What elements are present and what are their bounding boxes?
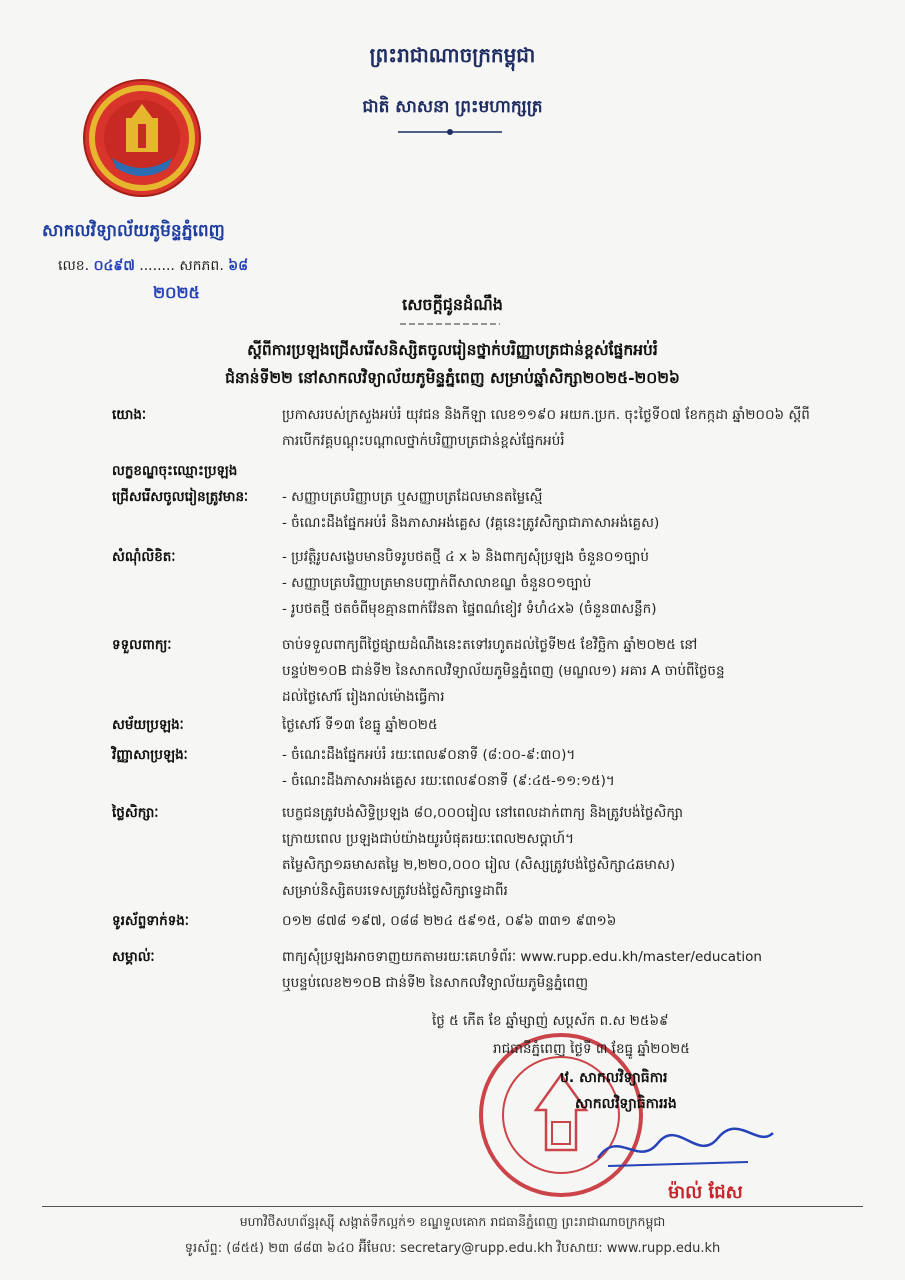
section-line: ថ្ងៃសៅរ៍ ទី១៣ ខែធ្នូ ឆ្នាំ២០២៥ [282,717,438,733]
section-label: សម័យប្រឡងៈ [112,717,184,733]
section-label: ទទួលពាក្យៈ [112,637,172,653]
ref-dots: ........ [139,258,175,274]
footer-contact: ទូរស័ព្ទ: (៨៥៥) ២៣ ៨៨៣ ៦៤០ អ៊ីមែល: secretary@rupp.edu.kh វិបសាយ: www.rupp.edu.kh [184,1241,721,1256]
subject-line-2: ជំនាន់ទី២២ នៅសាកលវិទ្យាល័យភូមិន្ទភ្នំពេញ សម្រាប់ឆ្នាំសិក្សា២០២៥-២០២៦ [225,368,680,387]
section-line: ក្រោយពេល ប្រឡងជាប់យ៉ាងយូរបំផុតរយៈពេល២សប្តាហ៍។ [282,831,574,847]
section-label: ជ្រើសរើសចូលរៀនត្រូវមានៈ [112,489,249,505]
footer-address: មហាវិថីសហព័ន្ធរុស្ស៊ី សង្កាត់ទឹកល្អក់១ ខណ្ឌទួលគោក រាជធានីភ្នំពេញ ព្រះរាជាណាចក្រកម្ពុជា [239,1214,666,1229]
section-line: - ប្រវត្តិរូបសង្ខេបមានបិទរូបថតថ្មី ៤ x ៦ និងពាក្យសុំប្រឡង ចំនួន០១ច្បាប់ [282,549,649,565]
signatory-subtitle: សាកលវិទ្យាធិការរង [575,1096,677,1112]
ref-number: ០៤៩៧ [93,258,135,274]
title-underline [400,322,500,326]
notice-title: សេចក្តីជូនដំណឹង [402,295,503,314]
section-line: - សញ្ញាបត្របរិញ្ញាបត្រមានបញ្ជាក់ពីសាលាខណ្ឌ ចំនួន០១ច្បាប់ [282,575,592,591]
section-line: - រូបថតថ្មី ថតចំពីមុខគ្មានពាក់វ៉ែនតា ផ្ទៃពណ៌ខៀវ ទំហំ៤x៦ (ចំនួន៣សន្លឹក) [282,601,657,617]
reference-number: លេខ. ០៤៩៧ ........ សកភព. ៦៨ [58,258,249,274]
section-value [282,544,832,622]
section-line: - ចំណេះដឹងផ្នែកអប់រំ និងភាសាអង់គ្លេស (វគ្គនេះត្រូវសិក្សាជាភាសាអង់គ្លេស) [282,515,660,531]
ref-suffix-number: ៦៨ [228,258,249,274]
ref-handwritten-year: ២០២៥ [153,283,200,302]
place-date-line: រាជធានីភ្នំពេញ ថ្ងៃទី ៣ ខែធ្នូ ឆ្នាំ២០២៥ [493,1041,690,1057]
section-line: បេក្ខជនត្រូវបង់សិទ្ធិប្រឡង ៨០,០០០រៀល នៅពេលដាក់ពាក្យ និងត្រូវបង់ថ្លៃសិក្សា [282,805,684,821]
section-line: - ចំណេះដឹងផ្នែកអប់រំ រយៈពេល៩០នាទី (៨:០០-៩:៣០)។ [282,747,576,763]
section-label: ថ្លៃសិក្សាៈ [112,805,159,821]
signer-name: ម៉ាល់ ជែស [668,1182,743,1203]
section-value [282,908,832,934]
section-label: សម្គាល់ៈ [112,949,155,965]
section-value [282,402,832,454]
lunar-date-line: ថ្ងៃ ៥ កើត ខែ ឆ្នាំម្សាញ់ សប្តស័ក ព.ស ២៥៦៩ [432,1013,669,1029]
section-line: ដល់ថ្ងៃសៅរ៍ រៀងរាល់ម៉ោងធ្វើការ [282,689,445,705]
footer-divider [42,1206,863,1207]
section-line: សម្រាប់និស្សិតបរទេសត្រូវបង់ថ្លៃសិក្សាទ្វេដាពីរ [282,883,508,899]
section-value [282,944,832,996]
section-label: ទូរស័ព្ទទាក់ទងៈ [112,913,189,929]
section-value [282,484,832,536]
kingdom-heading: ព្រះរាជាណាចក្រកម្ពុជា [369,43,536,67]
section-line: ពាក្យសុំប្រឡងអាចទាញយកតាមរយៈគេហទំព័រៈ www.rupp.edu.kh/master/education [282,949,762,965]
signatory-title: ឋ. សាកលវិទ្យាធិការ [560,1070,668,1086]
section-line: - សញ្ញាបត្របរិញ្ញាបត្រ ឬសញ្ញាបត្រដែលមានតម្លៃស្មើ [282,489,543,505]
university-name: សាកលវិទ្យាល័យភូមិន្ទភ្នំពេញ [42,221,225,241]
section-line: ប្រកាសរបស់ក្រសួងអប់រំ យុវជន និងកីឡា លេខ១១៩០ អយក.ប្រក. ចុះថ្ងៃទី០៧ ខែកក្កដា ឆ្នាំ២០០៦ ស្តីពី [282,407,810,423]
section-value [282,632,832,710]
section-line: ការបើកវគ្គបណ្តុះបណ្តាលថ្នាក់បរិញ្ញាបត្រជាន់ខ្ពស់ផ្នែកអប់រំ [282,433,565,449]
section-label: សំណុំលិខិតៈ [112,549,176,565]
ref-suffix: សកភព [179,258,220,274]
section-value [282,712,832,738]
section-line: បន្ទប់២១០B ជាន់ទី២ នៃសាកលវិទ្យាល័យភូមិន្ទភ្នំពេញ (មណ្ឌល១) អគារ A ចាប់ពីថ្ងៃចន្ទ [282,663,725,679]
section-label: យោងៈ [112,407,147,423]
national-motto: ជាតិ សាសនា ព្រះមហាក្សត្រ [362,97,543,117]
section-line: ០១២ ៨៧៨ ១៩៧, ០៨៨ ២២៤ ៥៩១៥, ០៩៦ ៣៣១ ៩៣១៦ [282,913,617,929]
section-line: តម្លៃសិក្សា១ឆមាសតម្លៃ ២,២២០,០០០ រៀល (សិស្សត្រូវបង់ថ្លៃសិក្សា៤ឆមាស) [282,857,676,873]
handwritten-signature [588,1118,778,1178]
section-line: - ចំណេះដឹងភាសាអង់គ្លេស រយៈពេល៩០នាទី (៩:៤៥-១១:១៥)។ [282,773,615,789]
section-line: ចាប់ទទួលពាក្យពីថ្ងៃផ្សាយដំណឹងនេះតទៅរហូតដល់ថ្ងៃទី២៥ ខែវិច្ឆិកា ឆ្នាំ២០២៥ នៅ [282,637,698,653]
section-label: វិញ្ញាសាប្រឡងៈ [112,747,188,763]
ref-label: លេខ [58,258,85,274]
section-line: ឬបន្ទប់លេខ២១០B ជាន់ទី២ នៃសាកលវិទ្យាល័យភូមិន្ទភ្នំពេញ [282,975,589,991]
divider-ornament [398,128,502,136]
subject-line-1: ស្តីពីការប្រឡងជ្រើសរើសនិស្សិតចូលរៀនថ្នាក់បរិញ្ញាបត្រជាន់ខ្ពស់ផ្នែកអប់រំ [247,340,658,359]
section-label: លក្ខខណ្ឌចុះឈ្មោះប្រឡង [112,463,238,479]
section-value [282,800,832,904]
section-value [282,742,832,794]
